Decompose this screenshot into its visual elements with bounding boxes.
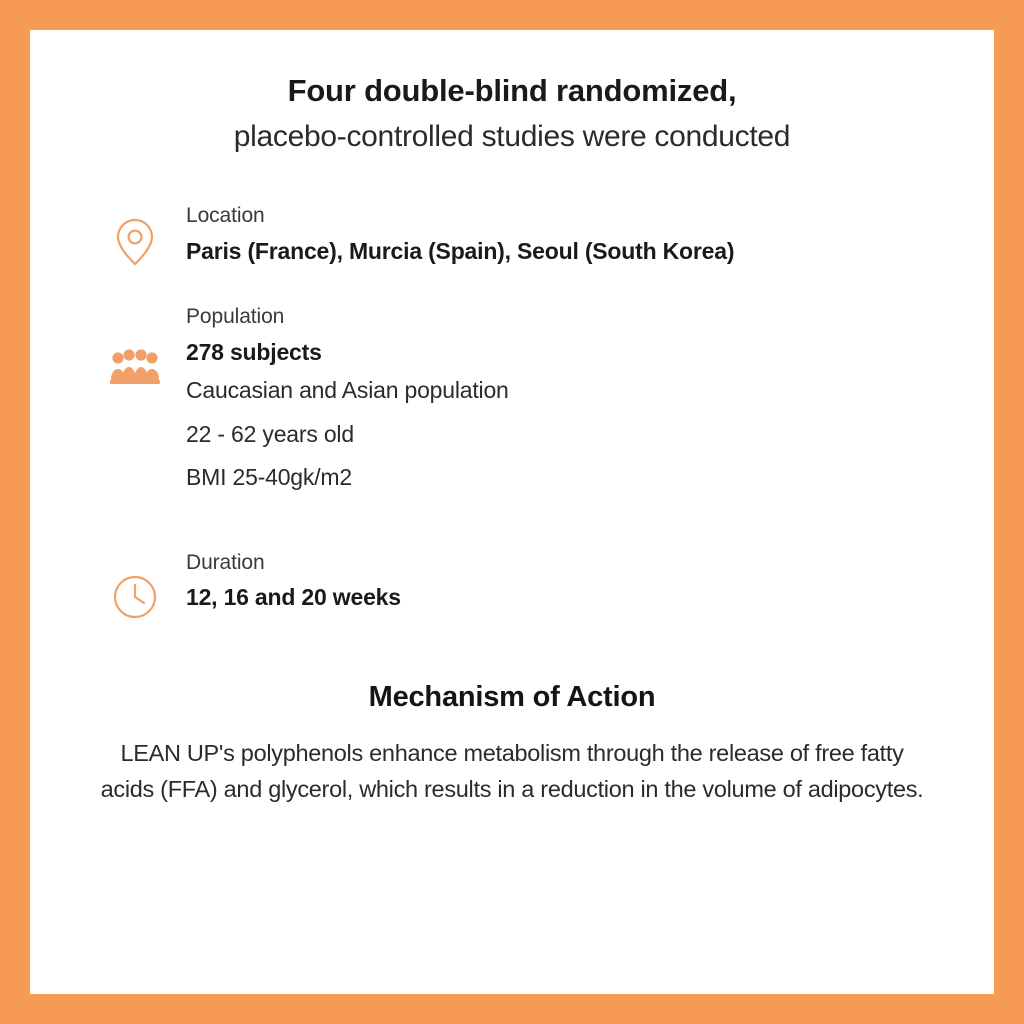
info-detail-population-1: 22 - 62 years old (186, 420, 354, 447)
page-title-line-2: placebo-controlled studies were conducted (233, 119, 791, 153)
info-row-population-text (108, 302, 994, 500)
info-row-population (108, 302, 994, 500)
info-row-duration-text (108, 548, 994, 615)
mechanism-section (30, 681, 994, 807)
info-row-location (108, 201, 994, 268)
info-value-population: 278 subjects (186, 338, 322, 365)
poster-content (30, 30, 994, 994)
poster-card (30, 30, 994, 994)
map-pin-icon (108, 215, 162, 269)
page-title (30, 72, 994, 157)
info-label-population: Population (186, 305, 285, 329)
info-detail-population-2: BMI 25-40gk/m2 (186, 464, 352, 491)
info-row-duration (108, 548, 994, 615)
mechanism-title: Mechanism of Action (368, 680, 656, 713)
info-row-location-text (108, 201, 994, 268)
info-value-duration: 12, 16 and 20 weeks (186, 584, 401, 611)
people-group-icon (108, 340, 162, 394)
mechanism-body: LEAN UP's polyphenols enhance metabolism through the release of free fatty acids (FFA) and glycerol, which results in a reduction in the volume of adipocytes. (100, 739, 924, 802)
info-value-location: Paris (France), Murcia (Spain), Seoul (South Korea) (186, 237, 735, 264)
info-label-duration: Duration (186, 551, 265, 575)
page-title-line-1: Four double-blind randomized, (287, 73, 737, 108)
info-detail-population-0: Caucasian and Asian population (186, 377, 509, 404)
info-label-location: Location (186, 204, 265, 228)
clock-icon (108, 570, 162, 624)
study-info-list (30, 201, 994, 615)
